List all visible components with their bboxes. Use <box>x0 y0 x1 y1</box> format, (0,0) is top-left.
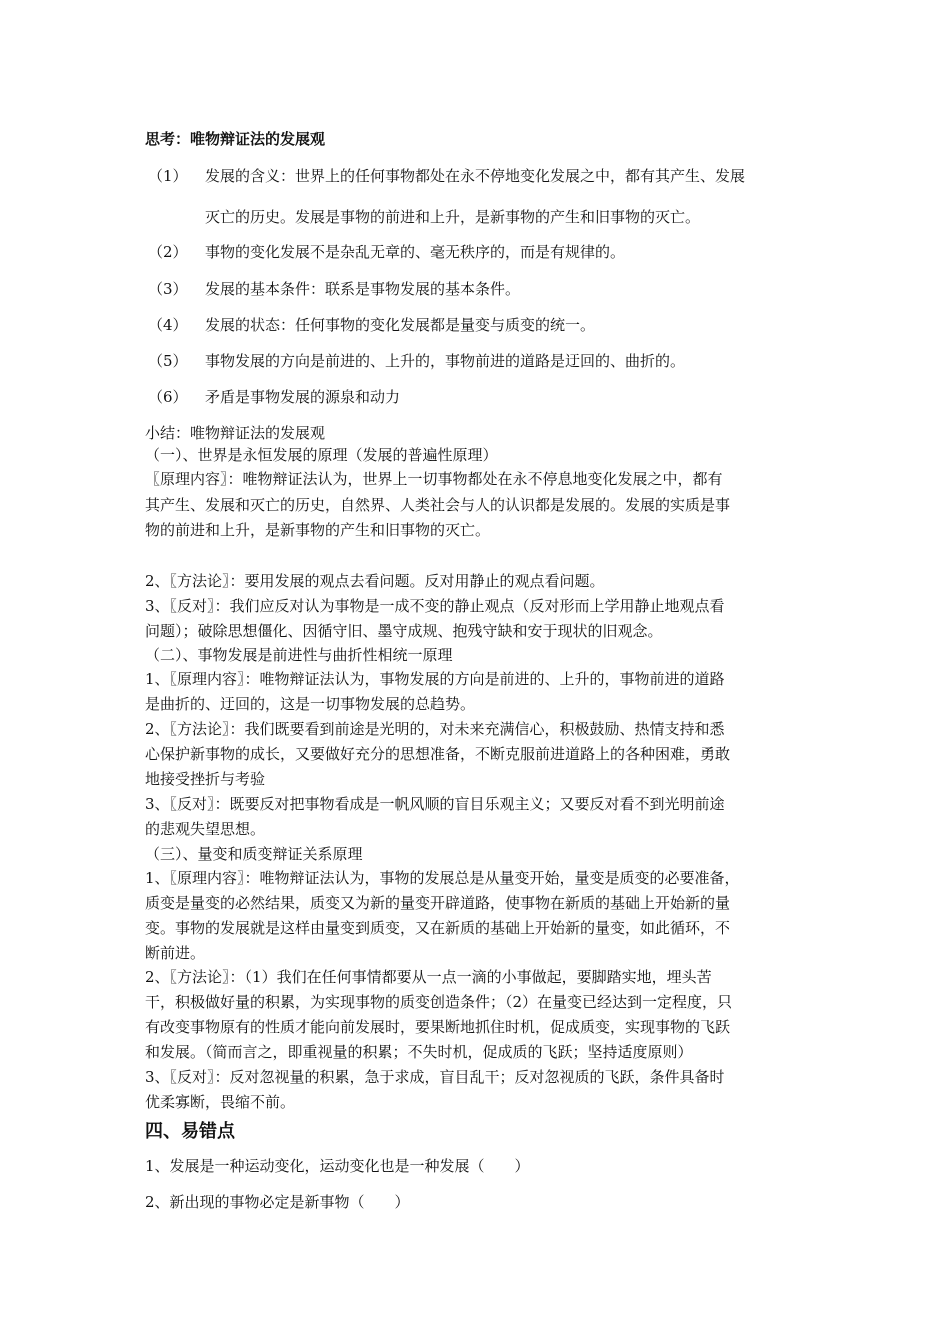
summary-line-27: 优柔寡断，畏缩不前。 <box>145 1093 296 1111</box>
summary-line-1: 小结：唯物辩证法的发展观 <box>145 424 326 442</box>
summary-line-11: 是曲折的、迂回的，这是一切事物发展的总趋势。 <box>145 695 476 713</box>
summary-line-13: 心保护新事物的成长，又要做好充分的思想准备，不断克服前进道路上的各种困难，勇敢 <box>145 745 731 763</box>
summary-line-22: 2、〖方法论〗：（1）我们在任何事情都要从一点一滴的小事做起，要脚踏实地，埋头苦 <box>145 968 712 986</box>
summary-line-18: 1、〖原理内容〗：唯物辩证法认为，事物的发展总是从量变开始，量变是质变的必要准备， <box>145 869 740 887</box>
summary-line-2: （一）、世界是永恒发展的原理（发展的普遍性原理） <box>145 446 498 464</box>
item-4-number: （4） <box>148 316 188 334</box>
summary-line-6: 2、〖方法论〗：要用发展的观点去看问题。反对用静止的观点看问题。 <box>145 572 605 590</box>
item-3-number: （3） <box>148 280 188 298</box>
item-4-line-1: 发展的状态：任何事物的变化发展都是量变与质变的统一。 <box>205 316 596 334</box>
item-5-line-1: 事物发展的方向是前进的、上升的，事物前进的道路是迂回的、曲折的。 <box>205 352 686 370</box>
item-6-line-1: 矛盾是事物发展的源泉和动力 <box>205 388 401 406</box>
summary-line-7: 3、〖反对〗：我们应反对认为事物是一成不变的静止观点（反对形而上学用静止地观点看 <box>145 597 725 615</box>
summary-line-4: 其产生、发展和灭亡的历史，自然界、人类社会与人的认识都是发展的。发展的实质是事 <box>145 496 731 514</box>
item-1-line-1: 发展的含义：世界上的任何事物都处在永不停地变化发展之中，都有其产生、发展 <box>205 167 746 185</box>
summary-line-23: 干，积极做好量的积累，为实现事物的质变创造条件；（2）在量变已经达到一定程度，只 <box>145 993 733 1011</box>
summary-line-19: 质变是量变的必然结果，质变又为新的量变开辟道路，使事物在新质的基础上开始新的量 <box>145 894 731 912</box>
summary-line-26: 3、〖反对〗：反对忽视量的积累，急于求成，盲目乱干；反对忽视质的飞跃，条件具备时 <box>145 1068 725 1086</box>
summary-line-15: 3、〖反对〗：既要反对把事物看成是一帆风顺的盲目乐观主义；又要反对看不到光明前途 <box>145 795 725 813</box>
summary-line-9: （二）、事物发展是前进性与曲折性相统一原理 <box>145 646 453 664</box>
page-title: 思考：唯物辩证法的发展观 <box>145 130 326 148</box>
item-6-number: （6） <box>148 388 188 406</box>
item-1-line-2: 灭亡的历史。发展是事物的前进和上升，是新事物的产生和旧事物的灭亡。 <box>205 208 701 226</box>
summary-line-24: 有改变事物原有的性质才能向前发展时，要果断地抓住时机，促成质变，实现事物的飞跃 <box>145 1018 731 1036</box>
summary-line-5: 物的前进和上升，是新事物的产生和旧事物的灭亡。 <box>145 521 491 539</box>
summary-line-17: （三）、量变和质变辩证关系原理 <box>145 845 363 863</box>
section-4-line-1: 1、发展是一种运动变化，运动变化也是一种发展（ ） <box>145 1157 530 1175</box>
summary-line-14: 地接受挫折与考验 <box>145 770 266 788</box>
summary-line-10: 1、〖原理内容〗：唯物辩证法认为，事物发展的方向是前进的、上升的，事物前进的道路 <box>145 670 725 688</box>
item-3-line-1: 发展的基本条件：联系是事物发展的基本条件。 <box>205 280 521 298</box>
summary-line-12: 2、〖方法论〗：我们既要看到前途是光明的，对未来充满信心，积极鼓励、热情支持和悉 <box>145 720 725 738</box>
summary-line-21: 断前进。 <box>145 944 206 962</box>
item-5-number: （5） <box>148 352 188 370</box>
item-1-number: （1） <box>148 167 188 185</box>
summary-line-8: 问题）；破除思想僵化、因循守旧、墨守成规、抱残守缺和安于现状的旧观念。 <box>145 622 663 640</box>
summary-line-3: 〖原理内容〗：唯物辩证法认为，世界上一切事物都处在永不停息地变化发展之中，都有 <box>145 470 723 488</box>
summary-line-20: 变。事物的发展就是这样由量变到质变，又在新质的基础上开始新的量变，如此循环，不 <box>145 919 731 937</box>
item-2-line-1: 事物的变化发展不是杂乱无章的、毫无秩序的，而是有规律的。 <box>205 243 626 261</box>
item-2-number: （2） <box>148 243 188 261</box>
section-4-line-2: 2、新出现的事物必定是新事物（ ） <box>145 1193 410 1211</box>
summary-line-25: 和发展。（简而言之，即重视量的积累；不失时机，促成质的飞跃；坚持适度原则） <box>145 1043 693 1061</box>
section-4-title: 四、易错点 <box>145 1121 235 1142</box>
summary-line-16: 的悲观失望思想。 <box>145 820 266 838</box>
